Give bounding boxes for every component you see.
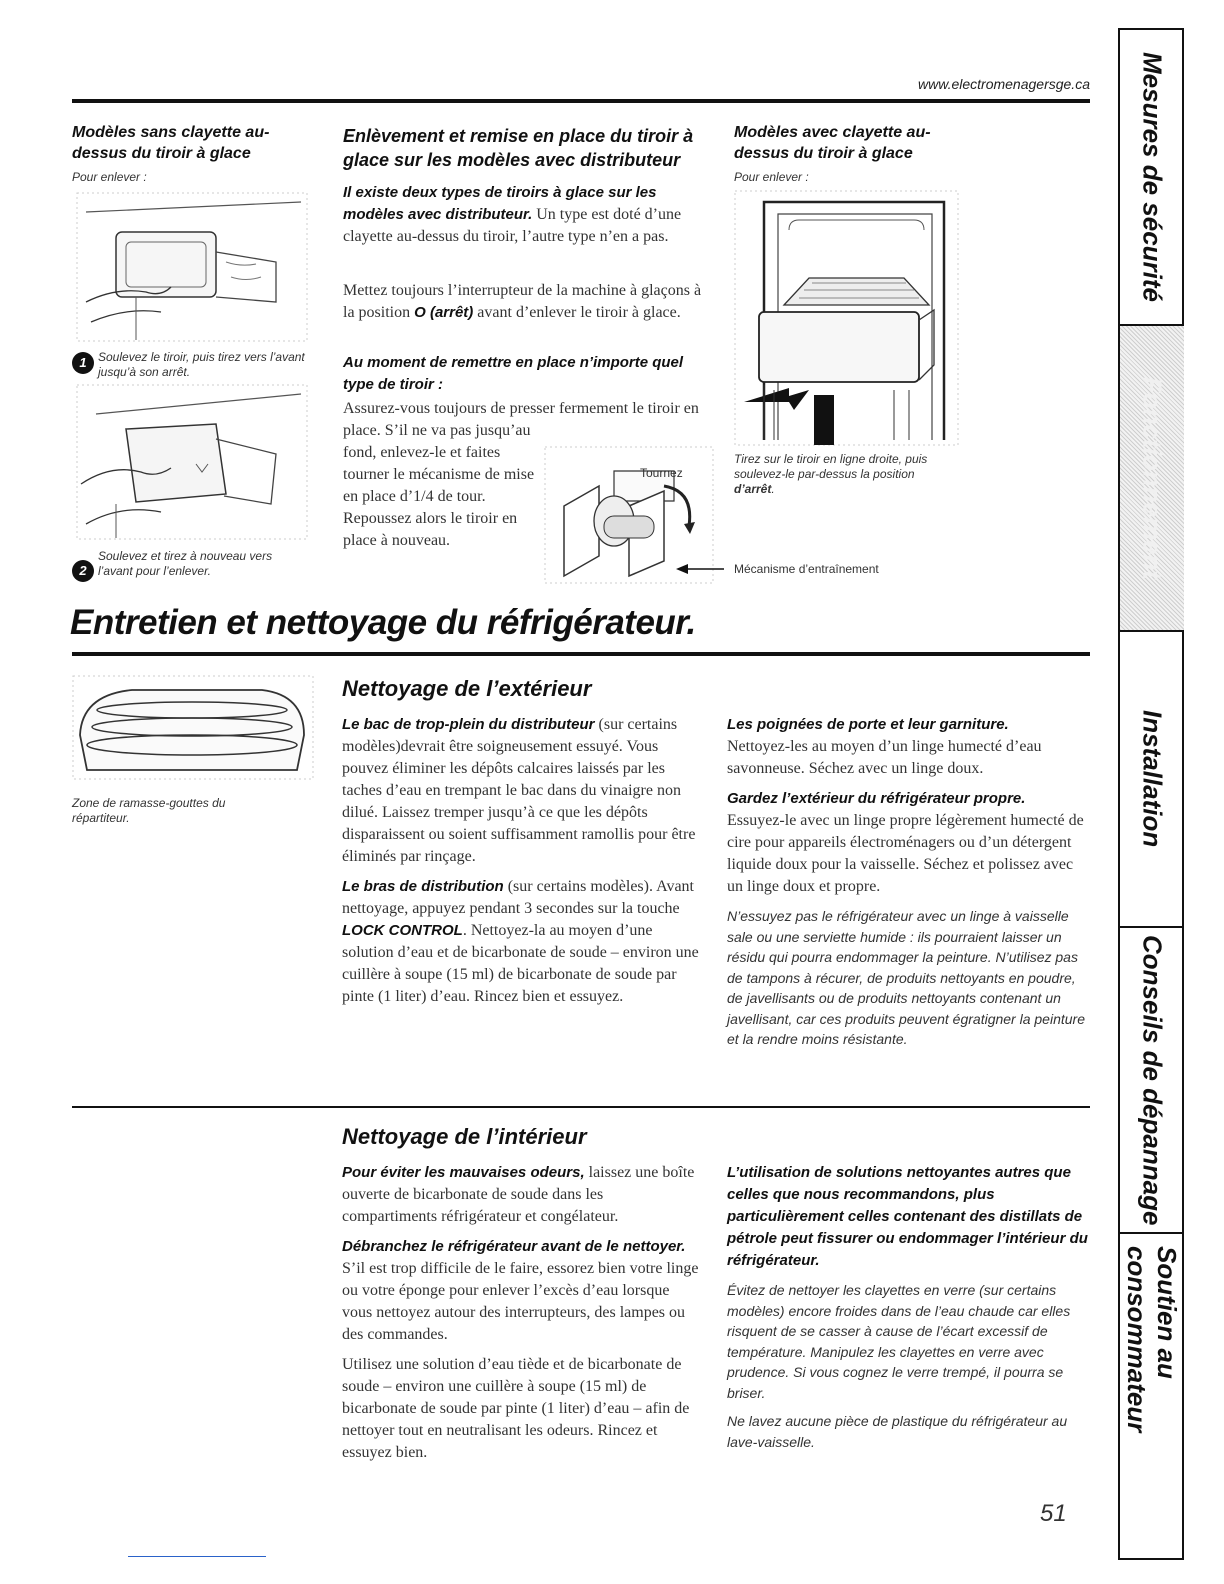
tab-safety-label: Mesures de sécurité [1137,51,1168,302]
col2-p1-rest: Un type est doté d’une clayette au-dessus du tiroir, l’autre type n’en a pas. [343,206,682,245]
exterior-col-a [342,714,704,1008]
step2-caption: Soulevez et tirez à nouveau vers l’avant pour l’enlever. [98,549,273,578]
col2-p2-c: avant d’enlever le tiroir à glace. [473,304,681,321]
exterior-heading: Nettoyage de l’extérieur [342,676,592,701]
footer-line [128,1556,266,1557]
col2-p2-a: Mettez toujours l’interrupteur de la machine à glaçons à la position [343,282,702,321]
dispenser-tray-text: (sur certains modèles)devrait être soigneusement essuyé. Vous pouvez éliminer les dépôts calcaires laissés par les taches d’eau en trempant le bac dans du vinaigre non dilué. Laissez tremper jusqu’à ce que les dépôts disparaissent ou soient suffisamment ramollis pour être éliminés par rinçage. [342,716,696,865]
top-rule [72,99,1090,103]
interior-heading: Nettoyage de l’intérieur [342,1124,587,1149]
tab-installation[interactable] [1120,632,1184,928]
step1-caption: Soulevez le tiroir, puis tirez vers l’avant jusqu’à son arrêt. [98,350,305,379]
tab-safety[interactable] [1120,30,1184,326]
step2-number-badge: 2 [72,560,94,582]
col2-paragraph-1 [343,182,708,248]
col3-caption [734,452,949,497]
drawer-illustration-2 [76,384,308,540]
mechanism-label: Mécanisme d’entraînement [734,562,879,576]
col3-subtitle: Pour enlever : [734,170,809,184]
tab-consumer-support[interactable] [1120,1234,1184,1558]
drawer-illustration-1 [76,192,308,342]
odor-bold: Pour éviter les mauvaises odeurs, [342,1164,585,1181]
unplug-text: S’il est trop difficile de le faire, essorez bien votre linge ou votre éponge pour enlever l’excès d’eau lorsque vous nettoyez autour des interrupteurs, des lampes ou des commandes. [342,1260,699,1343]
tab-installation-label: Installation [1137,710,1168,848]
main-title-rule [72,652,1090,656]
drip-tray-caption: Zone de ramasse-gouttes du répartiteur. [72,796,226,825]
middle-rule [72,1106,1090,1108]
step1-number-badge: 1 [72,352,94,374]
dispenser-arm-text-2: . Nettoyez-la au moyen d’une solution d’eau et de bicarbonate de soude – environ une cuillère à soupe (15 ml) de bicarbonate de soude par pinte (1 liter) d’eau. Rincez bien et essuyez. [342,922,699,1005]
col3-caption-c: . [771,482,775,496]
interior-col-a [342,1162,702,1464]
exterior-warning: N’essuyez pas le réfrigérateur avec un linge à vaisselle sale ou une serviette humide : ils pourraient laisser un résidu qui pourra endommager la peinture. N’utilisez pas de tampons à récurer, de produits nettoyants en poudre, de javellisants ou de produits nettoyants contenant un javellisant, car ces produits peuvent égratigner la peinture et la rendre moins résistante. [727,908,1085,1047]
tab-troubleshooting-label: Conseils de dépannage [1137,934,1168,1226]
dispenser-tray-bold: Le bac de trop-plein du distributeur [342,716,595,733]
main-title: Entretien et nettoyage du réfrigérateur. [70,603,696,642]
header-url: www.electromenagersge.ca [918,76,1090,92]
solvents-warning-bold: L’utilisation de solutions nettoyantes autres que celles que nous recommandons, plus particulièrement celles contenant des distillats de pétrole peut fissurer ou endommager l’intérieur du réfrigérateur. [727,1164,1088,1269]
col3-title: Modèles avec clayette au-dessus du tiroir à glace [734,124,931,162]
col3-caption-stop: d’arrêt [734,482,772,496]
solution-text: Utilisez une solution d’eau tiède et de bicarbonate de soude – environ une cuillère à soupe (15 ml) de bicarbonate de soude par pinte (1 liter) d’eau – afin de nettoyer tout en neutralisant les odeurs. Rincez et essuyez bien. [342,1356,690,1461]
col2-p2-off-label: O (arrêt) [414,304,474,321]
pointer-arrow [676,562,726,576]
col2-paragraph-3b: fond, enlevez-le et faites tourner le mécanisme de mise en place d’1/4 de tour. Repoussez alors le tiroir en place à nouveau. [343,444,535,549]
col2-paragraph-3-heading: Au moment de remettre en place n’importe quel type de tiroir : [343,354,684,393]
unplug-bold: Débranchez le réfrigérateur avant de le nettoyer. [342,1238,686,1255]
keep-clean-bold: Gardez l’extérieur du réfrigérateur propre. [727,790,1026,807]
handles-bold: Les poignées de porte et leur garniture. [727,716,1009,733]
dispenser-arm-bold: Le bras de distribution [342,878,504,895]
tab-troubleshooting[interactable] [1120,928,1184,1234]
dishwasher-note: Ne lavez aucune pièce de plastique du réfrigérateur au lave-vaisselle. [727,1413,1068,1450]
drip-tray-illustration [72,675,314,780]
dispenser-arm-text-1: (sur certains modèles). Avant nettoyage, appuyez pendant 3 secondes sur la touche [342,878,694,917]
handles-text: Nettoyez-les au moyen d’un linge humecté d’eau savonneuse. Séchez avec un linge doux. [727,738,1042,777]
keep-clean-text: Essuyez-le avec un linge propre légèrement humecté de cire pour appareils électroménagers ou d’un détergent liquide doux pour la vaisselle. Séchez et polissez avec un linge doux et propre. [727,812,1084,895]
col2-paragraph-3a: Assurez-vous toujours de presser fermement le tiroir en place. S’il ne va pas jusqu’au [343,400,699,439]
tab-operation-label: Fonctionnement [1137,376,1168,580]
col1-subtitle: Pour enlever : [72,170,147,184]
col1-title: Modèles sans clayette au-dessus du tiroir à glace [72,124,270,162]
tab-consumer-support-label: Soutien au consommateur [1122,1246,1182,1433]
col3-caption-a: Tirez sur le tiroir en ligne droite, puis soulevez-le par-dessus la position [734,452,928,481]
tab-operation[interactable] [1120,326,1184,632]
interior-col-b [727,1162,1092,1452]
col2-p1-bold: Il existe deux types de tiroirs à glace sur les modèles avec distributeur. [343,184,657,223]
page-number: 51 [1040,1500,1067,1527]
fridge-drawer-illustration [734,190,959,446]
turn-label: Tournez [640,466,683,480]
lock-control-label: LOCK CONTROL [342,922,463,939]
exterior-col-b [727,714,1092,1050]
col2-paragraph-2 [343,280,703,324]
col2-title: Enlèvement et remise en place du tiroir à glace sur les modèles avec distributeur [343,126,694,170]
odor-text: laissez une boîte ouverte de bicarbonate de soude dans les compartiments réfrigérateur et congélateur. [342,1164,695,1225]
glass-shelves-note: Évitez de nettoyer les clayettes en verre (sur certains modèles) encore froides dans de l’eau chaude car elles risquent de se casser à cause de l’écart excessif de température. Manipulez les clayettes en verre avec prudence. Si vous cognez le verre trempé, il pourra se briser. [727,1282,1071,1401]
